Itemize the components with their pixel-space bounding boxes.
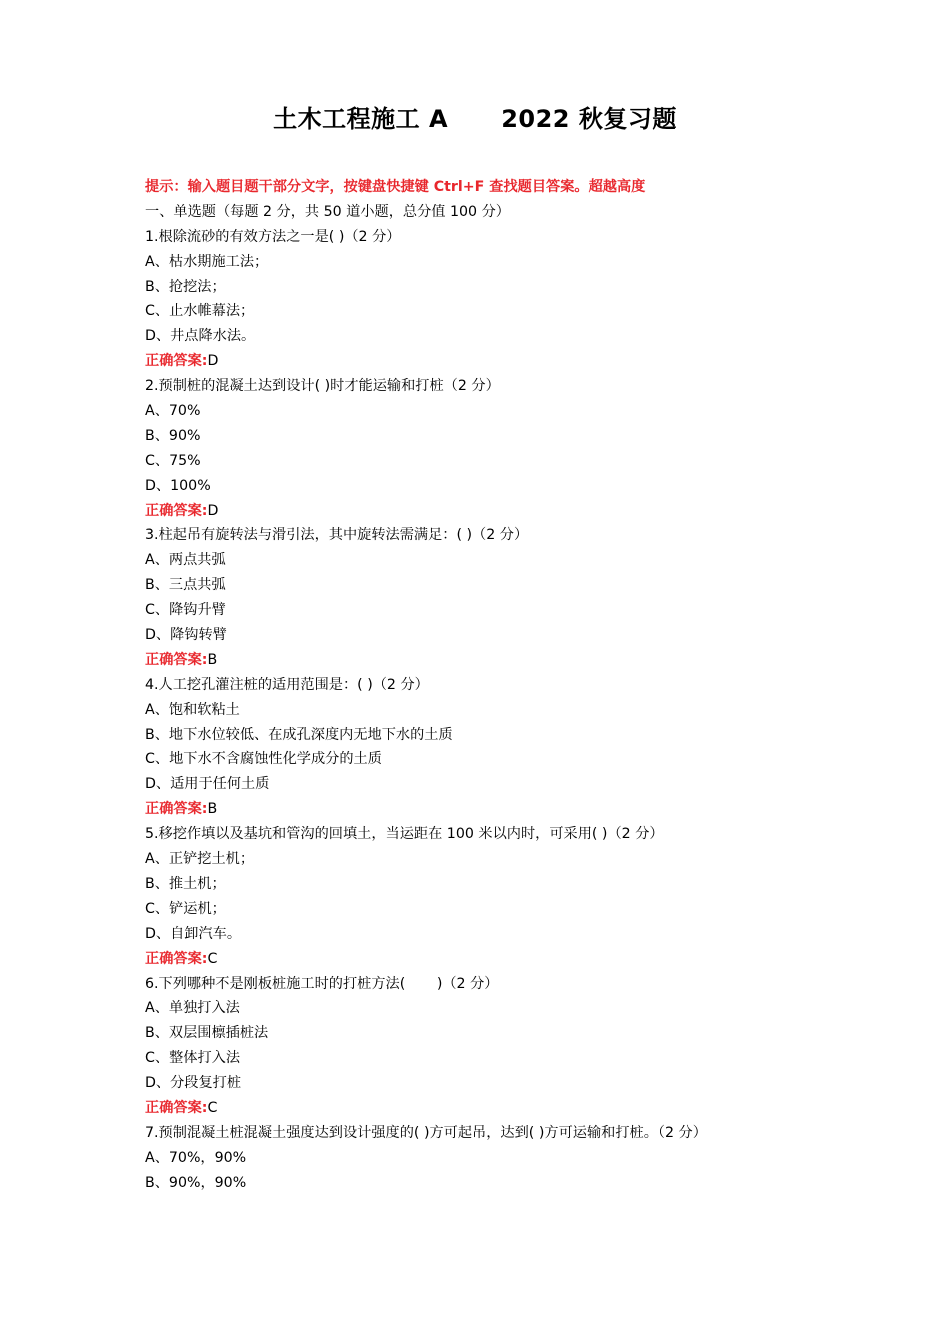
question-option: A、饱和软粘土 [145, 701, 240, 718]
answer-label: 正确答案: [145, 950, 208, 967]
question-stem: 3.柱起吊有旋转法与滑引法，其中旋转法需满足：( )（2 分） [145, 527, 529, 544]
question-option: B、双层围檩插桩法 [145, 1025, 269, 1042]
question-stem: 7.预制混凝土桩混凝土强度达到设计强度的( )方可起吊，达到( )方可运输和打桩。（2 分） [145, 1124, 707, 1141]
answer-label: 正确答案: [145, 1099, 208, 1116]
question-option: D、100% [145, 477, 211, 494]
question-option: D、降钩转臂 [145, 627, 227, 644]
question-option: A、70% [145, 403, 201, 420]
answer-value: C [207, 1099, 218, 1116]
question-block [145, 523, 865, 672]
question-option: B、地下水位较低、在成孔深度内无地下水的土质 [145, 726, 453, 743]
question-option: C、整体打入法 [145, 1050, 241, 1067]
question-stem: 6.下列哪种不是刚板桩施工时的打桩方法( )（2 分） [145, 975, 499, 992]
answer-label: 正确答案: [145, 502, 208, 519]
question-option: A、正铲挖土机； [145, 851, 255, 868]
question-list [145, 225, 865, 1196]
answer-line [145, 499, 865, 524]
document-title: 土木工程施工 A 2022 秋复习题 [273, 105, 677, 133]
answer-line [145, 349, 865, 374]
answer-line [145, 1096, 865, 1121]
question-block [145, 972, 865, 1121]
answer-line [145, 797, 865, 822]
section-heading: 一、单选题（每题 2 分，共 50 道小题，总分值 100 分） [145, 203, 510, 220]
question-option: A、70%，90% [145, 1149, 247, 1166]
question-option: D、分段复打桩 [145, 1075, 242, 1092]
question-option: B、90% [145, 427, 201, 444]
question-option: B、90%，90% [145, 1174, 247, 1191]
question-option: A、两点共弧 [145, 552, 226, 569]
answer-value: D [207, 502, 219, 519]
question-stem: 2.预制桩的混凝土达到设计( )时才能运输和打桩（2 分） [145, 378, 500, 395]
question-block [145, 822, 865, 971]
answer-line [145, 947, 865, 972]
question-option: B、抢挖法； [145, 278, 226, 295]
answer-label: 正确答案: [145, 801, 208, 818]
question-stem: 5.移挖作填以及基坑和管沟的回填土，当运距在 100 米以内时，可采用( )（2 分） [145, 826, 664, 843]
question-block [145, 1121, 865, 1196]
question-option: A、单独打入法 [145, 1000, 240, 1017]
question-option: B、推土机； [145, 875, 226, 892]
answer-label: 正确答案: [145, 651, 208, 668]
answer-line [145, 648, 865, 673]
answer-value: D [207, 353, 219, 370]
question-block [145, 673, 865, 822]
question-option: C、75% [145, 452, 201, 469]
question-option: C、止水帷幕法； [145, 303, 255, 320]
question-option: B、三点共弧 [145, 577, 226, 594]
question-stem: 1.根除流砂的有效方法之一是( )（2 分） [145, 228, 401, 245]
answer-value: C [207, 950, 218, 967]
question-block [145, 374, 865, 523]
search-hint: 提示：输入题目题干部分文字，按键盘快捷键 Ctrl+F 查找题目答案。超越高度 [145, 179, 646, 195]
question-stem: 4.人工挖孔灌注桩的适用范围是：( )（2 分） [145, 676, 429, 693]
answer-value: B [207, 651, 218, 668]
document-body [145, 175, 865, 1196]
question-option: D、井点降水法。 [145, 328, 256, 345]
question-block [145, 225, 865, 374]
question-option: D、适用于任何土质 [145, 776, 270, 793]
question-option: C、地下水不含腐蚀性化学成分的土质 [145, 751, 382, 768]
question-option: C、铲运机； [145, 900, 226, 917]
answer-value: B [207, 801, 218, 818]
question-option: D、自卸汽车。 [145, 925, 242, 942]
question-option: C、降钩升臂 [145, 602, 226, 619]
question-option: A、枯水期施工法； [145, 253, 269, 270]
answer-label: 正确答案: [145, 353, 208, 370]
